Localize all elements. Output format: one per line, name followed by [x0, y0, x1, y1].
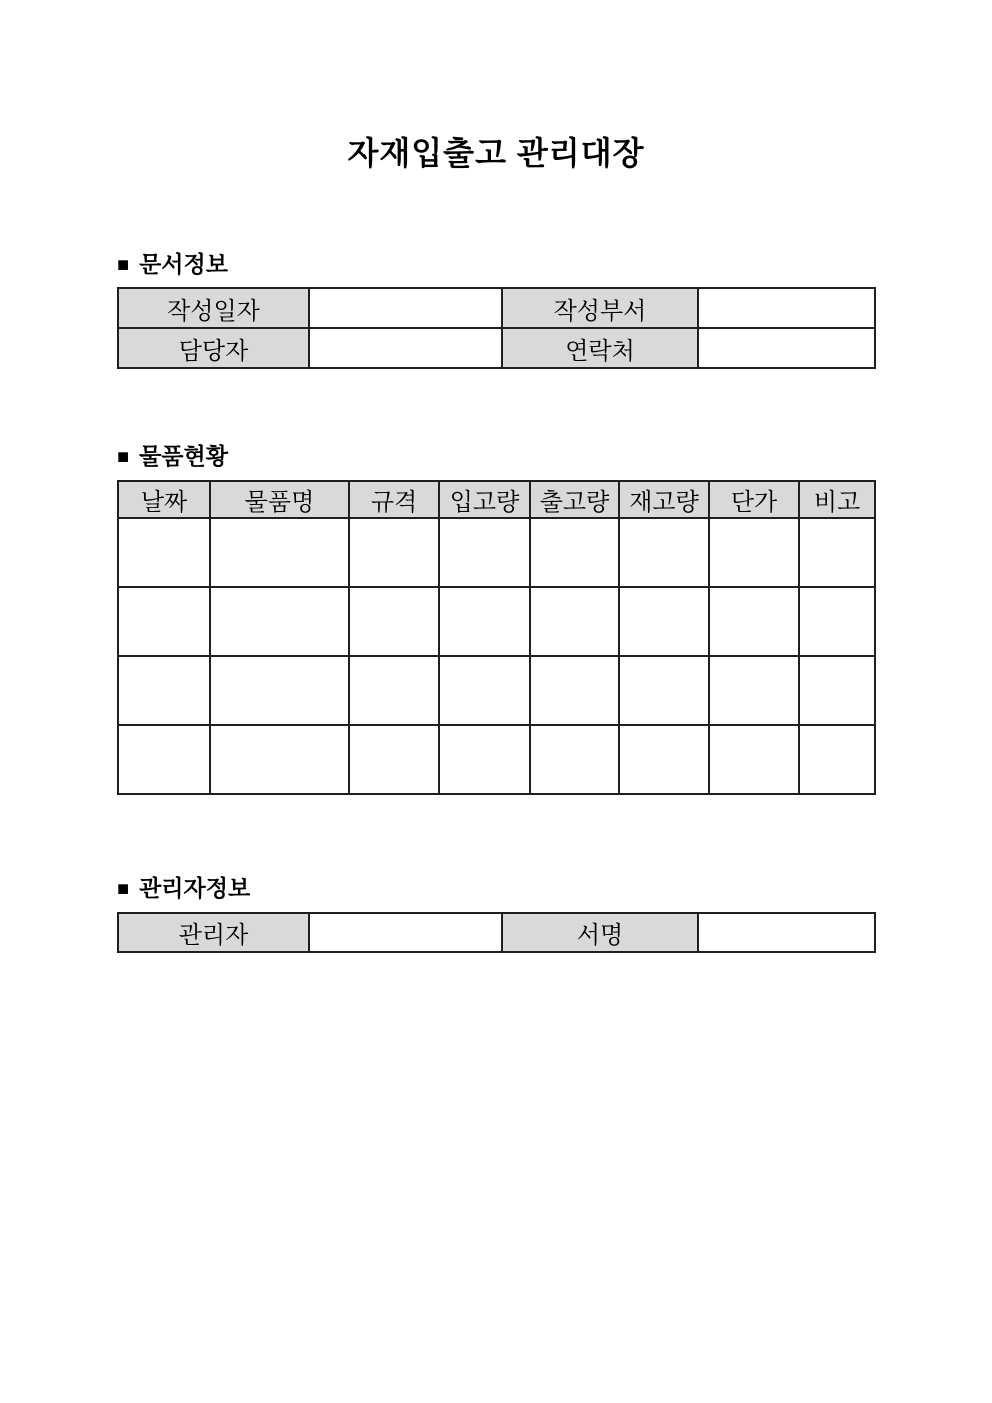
section-title-manager-info: 관리자정보	[139, 875, 251, 901]
item-cell[interactable]	[210, 518, 349, 587]
item-cell[interactable]	[439, 725, 530, 794]
table-row	[118, 518, 875, 587]
column-header-remarks: 비고	[799, 481, 875, 518]
label-cell-contact: 연락처	[502, 328, 698, 368]
table-row	[118, 656, 875, 725]
section-title-doc-info: 문서정보	[139, 251, 228, 277]
item-cell[interactable]	[619, 725, 709, 794]
item-status-table	[117, 480, 876, 795]
item-cell[interactable]	[349, 518, 439, 587]
item-cell[interactable]	[118, 518, 210, 587]
section-header-doc-info	[117, 250, 228, 279]
value-cell-contact[interactable]	[698, 328, 875, 368]
table-row	[118, 913, 875, 952]
label-cell-person-in-charge: 담당자	[118, 328, 309, 368]
item-cell[interactable]	[210, 725, 349, 794]
table-row	[118, 288, 875, 328]
item-cell[interactable]	[349, 725, 439, 794]
table-row	[118, 328, 875, 368]
label-cell-create-dept: 작성부서	[502, 288, 698, 328]
page-title: 자재입출고 관리대장	[347, 135, 645, 171]
item-cell[interactable]	[210, 656, 349, 725]
item-cell[interactable]	[439, 587, 530, 656]
item-cell[interactable]	[439, 518, 530, 587]
column-header-unit-price: 단가	[709, 481, 799, 518]
item-cell[interactable]	[619, 587, 709, 656]
item-cell[interactable]	[210, 587, 349, 656]
item-cell[interactable]	[709, 656, 799, 725]
value-cell-signature[interactable]	[698, 913, 875, 952]
item-cell[interactable]	[619, 656, 709, 725]
table-row	[118, 587, 875, 656]
item-cell[interactable]	[118, 587, 210, 656]
item-cell[interactable]	[118, 725, 210, 794]
item-cell[interactable]	[799, 587, 875, 656]
column-header-spec: 규격	[349, 481, 439, 518]
item-cell[interactable]	[349, 587, 439, 656]
column-header-outbound-qty: 출고량	[530, 481, 619, 518]
item-cell[interactable]	[530, 518, 619, 587]
item-cell[interactable]	[619, 518, 709, 587]
section-header-manager-info	[117, 874, 250, 903]
section-marker-icon: ■	[117, 254, 130, 276]
item-cell[interactable]	[530, 725, 619, 794]
item-cell[interactable]	[349, 656, 439, 725]
label-cell-manager: 관리자	[118, 913, 309, 952]
column-header-inbound-qty: 입고량	[439, 481, 530, 518]
column-header-stock-qty: 재고량	[619, 481, 709, 518]
table-header-row	[118, 481, 875, 518]
value-cell-create-date[interactable]	[309, 288, 502, 328]
doc-info-table	[117, 287, 876, 369]
table-row	[118, 725, 875, 794]
item-cell[interactable]	[709, 725, 799, 794]
item-cell[interactable]	[709, 587, 799, 656]
section-title-item-status: 물품현황	[139, 443, 228, 469]
item-cell[interactable]	[709, 518, 799, 587]
value-cell-create-dept[interactable]	[698, 288, 875, 328]
item-cell[interactable]	[799, 725, 875, 794]
section-marker-icon: ■	[117, 878, 130, 900]
item-cell[interactable]	[799, 656, 875, 725]
value-cell-person-in-charge[interactable]	[309, 328, 502, 368]
section-header-item-status	[117, 442, 228, 471]
label-cell-create-date: 작성일자	[118, 288, 309, 328]
manager-table	[117, 912, 876, 953]
column-header-date: 날짜	[118, 481, 210, 518]
item-cell[interactable]	[439, 656, 530, 725]
section-marker-icon: ■	[117, 446, 130, 468]
item-cell[interactable]	[799, 518, 875, 587]
item-cell[interactable]	[530, 587, 619, 656]
column-header-item-name: 물품명	[210, 481, 349, 518]
item-cell[interactable]	[530, 656, 619, 725]
label-cell-signature: 서명	[502, 913, 698, 952]
item-cell[interactable]	[118, 656, 210, 725]
value-cell-manager[interactable]	[309, 913, 502, 952]
